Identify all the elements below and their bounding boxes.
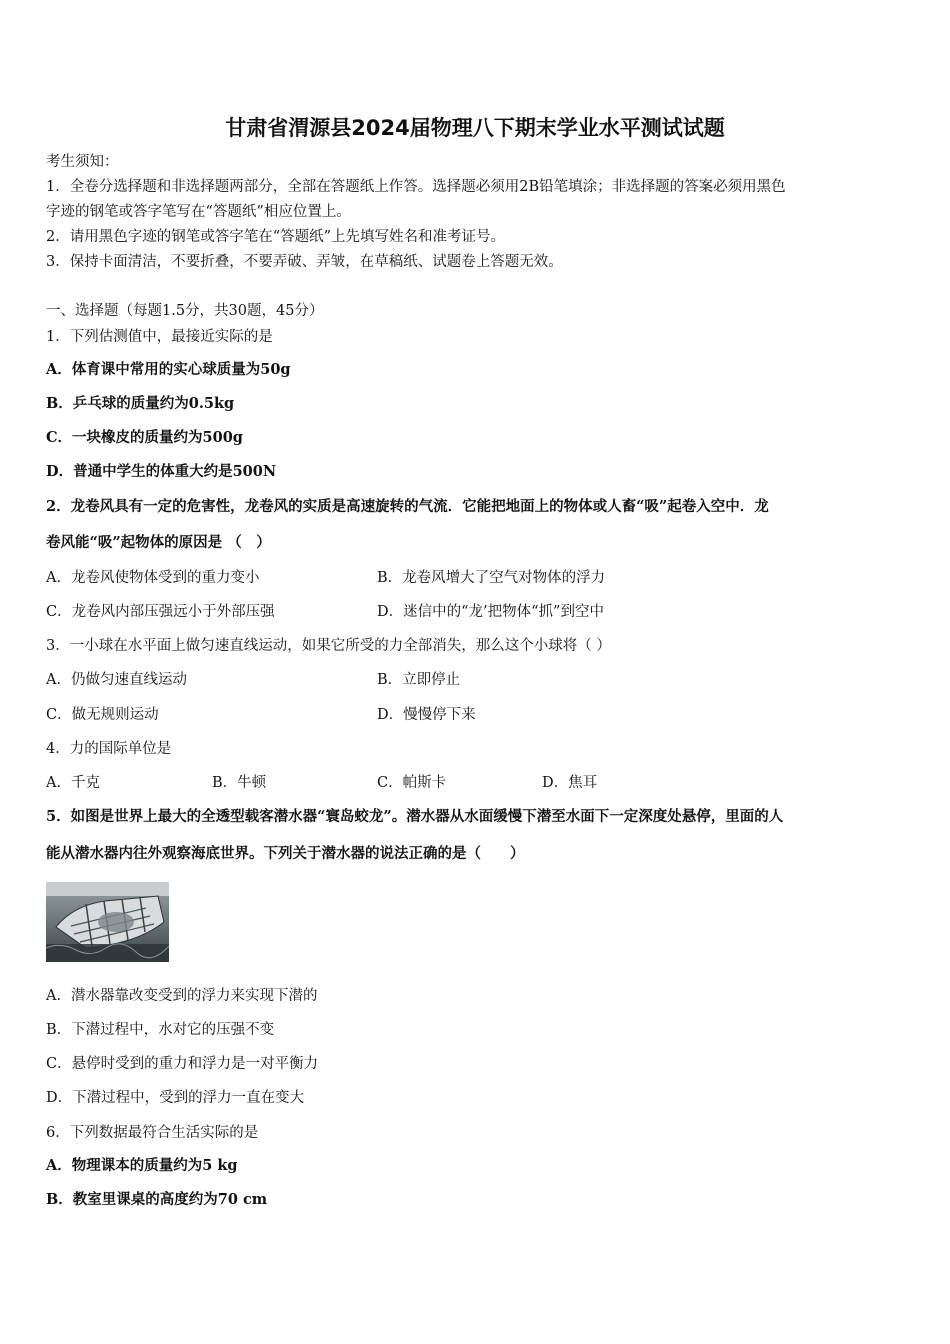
q6-option-a: A．物理课本的质量约为5 kg [46,1157,238,1174]
notice-item: 字迹的钢笔或答字笔写在“答题纸”相应位置上。 [46,204,351,220]
q2-option-c: C．龙卷风内部压强远小于外部压强 [46,604,275,620]
submersible-photo [46,882,169,962]
q5-option-a: A．潜水器靠改变受到的浮力来实现下潜的 [46,988,318,1004]
submersible-photo-drawing [46,882,169,962]
question-5-stem: 5．如图是世界上最大的全透型载客潜水器“寰岛蛟龙”。潜水器从水面缓慢下潜至水面下一定深度处悬停，里面的人 [46,808,784,825]
q6-option-b: B．教室里课桌的高度约为70 cm [46,1191,268,1208]
notice-item: 3．保持卡面清洁，不要折叠，不要弄破、弄皱，在草稿纸、试题卷上答题无效。 [46,254,563,270]
question-4-stem: 4．力的国际单位是 [46,741,172,757]
q1-option-c: C．一块橡皮的质量约为500g [46,429,243,446]
q4-option-c: C．帕斯卡 [377,775,447,791]
notice-item: 1．全卷分选择题和非选择题两部分，全部在答题纸上作答。选择题必须用2B铅笔填涂；非选择题的答案必须用黑色 [46,179,786,195]
q3-option-d: D．慢慢停下来 [377,707,476,723]
q3-option-b: B．立即停止 [377,672,461,688]
q1-option-d: D．普通中学生的体重大约是500N [46,463,277,480]
question-3-stem: 3．一小球在水平面上做匀速直线运动，如果它所受的力全部消失，那么这个小球将（ ） [46,638,611,654]
q1-option-b: B．乒乓球的质量约为0.5kg [46,395,235,412]
q4-option-b: B．牛顿 [212,775,267,791]
q3-option-a: A．仍做匀速直线运动 [46,672,187,688]
q4-option-a: A．千克 [46,775,100,791]
q2-option-b: B．龙卷风增大了空气对物体的浮力 [377,570,606,586]
question-2-stem: 2．龙卷风具有一定的危害性，龙卷风的实质是高速旋转的气流．它能把地面上的物体或人畜“吸”起卷入空中．龙 [46,498,769,515]
notice-item: 2．请用黑色字迹的钢笔或答字笔在“答题纸”上先填写姓名和准考证号。 [46,229,506,245]
q5-option-c: C．悬停时受到的重力和浮力是一对平衡力 [46,1056,319,1072]
question-6-stem: 6．下列数据最符合生活实际的是 [46,1125,259,1141]
page-title: 甘肃省渭源县2024届物理八下期末学业水平测试试题 [225,116,725,140]
question-5-stem-cont: 能从潜水器内往外观察海底世界。下列关于潜水器的说法正确的是（ ） [46,845,525,862]
q5-option-d: D．下潜过程中，受到的浮力一直在变大 [46,1090,305,1106]
q2-option-a: A．龙卷风使物体受到的重力变小 [46,570,260,586]
section-heading: 一、选择题（每题1.5分，共30题，45分） [46,303,324,319]
notice-header: 考生须知： [46,154,119,170]
q3-option-c: C．做无规则运动 [46,707,159,723]
question-2-stem-cont: 卷风能“吸”起物体的原因是 （ ） [46,534,271,551]
q5-option-b: B．下潜过程中，水对它的压强不变 [46,1022,275,1038]
q4-option-d: D．焦耳 [542,775,598,791]
question-1-stem: 1．下列估测值中，最接近实际的是 [46,329,273,345]
q1-option-a: A．体育课中常用的实心球质量为50g [46,361,291,378]
q2-option-d: D．迷信中的“龙’把物体“抓”到空中 [377,604,604,620]
